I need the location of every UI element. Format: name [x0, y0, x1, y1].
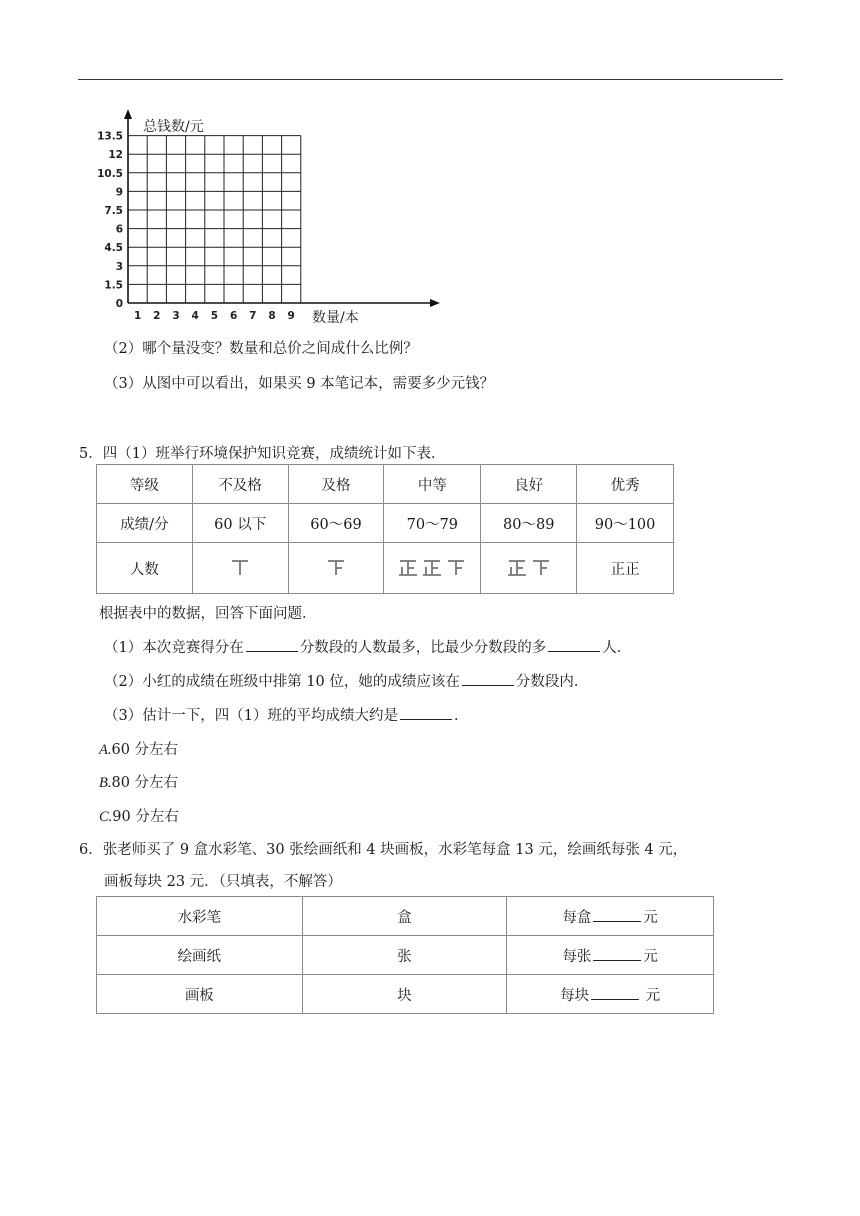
tally-mark-image — [396, 558, 468, 578]
q5-stem: 四（1）班举行环境保护知识竞赛，成绩统计如下表． — [102, 446, 446, 462]
x-axis-arrow-icon — [430, 299, 440, 307]
x-tick-labels — [134, 310, 295, 322]
tally-cell — [288, 543, 384, 594]
tally-marks — [505, 558, 553, 578]
price-cell: 每块 元 — [507, 975, 714, 1014]
answer-blank[interactable] — [400, 706, 452, 720]
x-tick-label: 5 — [210, 310, 219, 322]
y-tick-label: 9 — [115, 186, 123, 199]
x-tick-label: 3 — [172, 310, 180, 322]
x-tick-label: 8 — [268, 310, 276, 322]
level-cell: 优秀 — [577, 465, 674, 504]
chart-grid — [128, 136, 301, 303]
tally-mark-image — [324, 558, 348, 578]
unit-cell: 盒 — [302, 897, 507, 936]
q6-number: 6． — [79, 842, 103, 858]
y-tick-label: 3 — [115, 260, 123, 273]
y-tick-label: 13.5 — [97, 130, 123, 143]
y-axis-label: 总钱数/元 — [143, 119, 204, 135]
answer-blank[interactable] — [548, 638, 600, 652]
q4-sub3: （3）从图中可以看出，如果买 9 本笔记本，需要多少元钱？ — [104, 376, 495, 392]
tally-marks — [324, 558, 348, 578]
item-cell: 绘画纸 — [97, 936, 303, 975]
x-tick-label: 2 — [153, 310, 161, 322]
y-tick-label: 0 — [115, 298, 123, 310]
q5-number: 5． — [79, 446, 103, 462]
unit-cell: 张 — [302, 936, 507, 975]
y-tick-label: 12 — [108, 149, 123, 162]
x-tick-label: 7 — [249, 310, 257, 322]
option-a[interactable]: A.60 分左右 — [99, 742, 179, 758]
range-cell: 70～79 — [384, 504, 481, 543]
answer-blank[interactable] — [591, 986, 639, 1000]
unit-cell: 块 — [302, 975, 507, 1014]
tally-cell — [192, 543, 288, 594]
level-cell: 中等 — [384, 465, 481, 504]
price-cell: 每盒 元 — [507, 897, 714, 936]
y-tick-label: 10.5 — [97, 167, 123, 180]
option-c[interactable]: C.90 分左右 — [99, 809, 179, 825]
tally-mark-image — [228, 558, 252, 578]
q6-stem-line1: 6．张老师买了 9 盒水彩笔、30 张绘画纸和 4 块画板，水彩笔每盒 13 元，绘画纸每张 4 元， — [79, 842, 688, 858]
range-cell: 80～89 — [481, 504, 577, 543]
table-row-range — [97, 504, 674, 543]
answer-blank[interactable] — [593, 947, 641, 961]
answer-blank[interactable] — [462, 672, 514, 686]
level-cell: 不及格 — [192, 465, 288, 504]
tally-mark-image — [505, 558, 553, 578]
q5-stem-line — [79, 442, 445, 463]
table-row — [97, 897, 714, 936]
y-axis-arrow-icon — [124, 109, 132, 119]
y-tick-label: 1.5 — [104, 279, 123, 292]
row-label-count: 人数 — [97, 543, 193, 594]
price-cell: 每张 元 — [507, 936, 714, 975]
table-row — [97, 975, 714, 1014]
item-cell: 水彩笔 — [97, 897, 303, 936]
tally-cell — [384, 543, 481, 594]
range-cell: 60～69 — [288, 504, 384, 543]
table-row-count — [97, 543, 674, 594]
x-tick-label: 1 — [133, 310, 142, 322]
y-tick-label: 4.5 — [104, 242, 123, 255]
answer-blank[interactable] — [593, 908, 641, 922]
table-row-level — [97, 465, 674, 504]
q5-intro: 根据表中的数据，回答下面问题． — [99, 606, 317, 622]
q4-sub2: （2）哪个量没变？数量和总价之间成什么比例？ — [104, 341, 418, 357]
x-tick-label: 9 — [287, 310, 295, 322]
option-b[interactable]: B.80 分左右 — [99, 775, 179, 791]
x-axis-label: 数量/本 — [312, 310, 359, 326]
level-cell: 及格 — [288, 465, 384, 504]
y-tick-label: 6 — [115, 223, 123, 236]
item-cell: 画板 — [97, 975, 303, 1014]
y-tick-labels — [97, 131, 123, 310]
header-rule — [78, 79, 783, 80]
tally-cell — [481, 543, 577, 594]
range-cell: 90～100 — [577, 504, 674, 543]
range-cell: 60 以下 — [192, 504, 288, 543]
tally-marks — [228, 558, 252, 578]
tally-cell-text: 正正 — [577, 543, 674, 594]
q6-stem-line2: 画板每块 23 元．（只填表，不解答） — [104, 874, 342, 890]
table-row — [97, 936, 714, 975]
row-label-score: 成绩/分 — [97, 504, 193, 543]
answer-blank[interactable] — [246, 638, 298, 652]
level-cell: 良好 — [481, 465, 577, 504]
q6-fill-table — [96, 896, 714, 1014]
q5-sub2: （2）小红的成绩在班级中排第 10 位，她的成绩应该在 分数段内． — [104, 674, 589, 690]
price-grid-chart — [92, 100, 452, 332]
y-tick-label: 7.5 — [104, 205, 123, 217]
q5-score-table — [96, 464, 674, 594]
x-tick-label: 6 — [229, 310, 238, 322]
q5-sub3: （3）估计一下，四（1）班的平均成绩大约是 ． — [104, 708, 469, 724]
tally-marks — [396, 558, 468, 578]
x-tick-label: 4 — [191, 310, 199, 322]
q5-sub1: （1）本次竞赛得分在 分数段的人数最多，比最少分数段的多 人． — [104, 640, 632, 656]
row-label-level: 等级 — [97, 465, 193, 504]
